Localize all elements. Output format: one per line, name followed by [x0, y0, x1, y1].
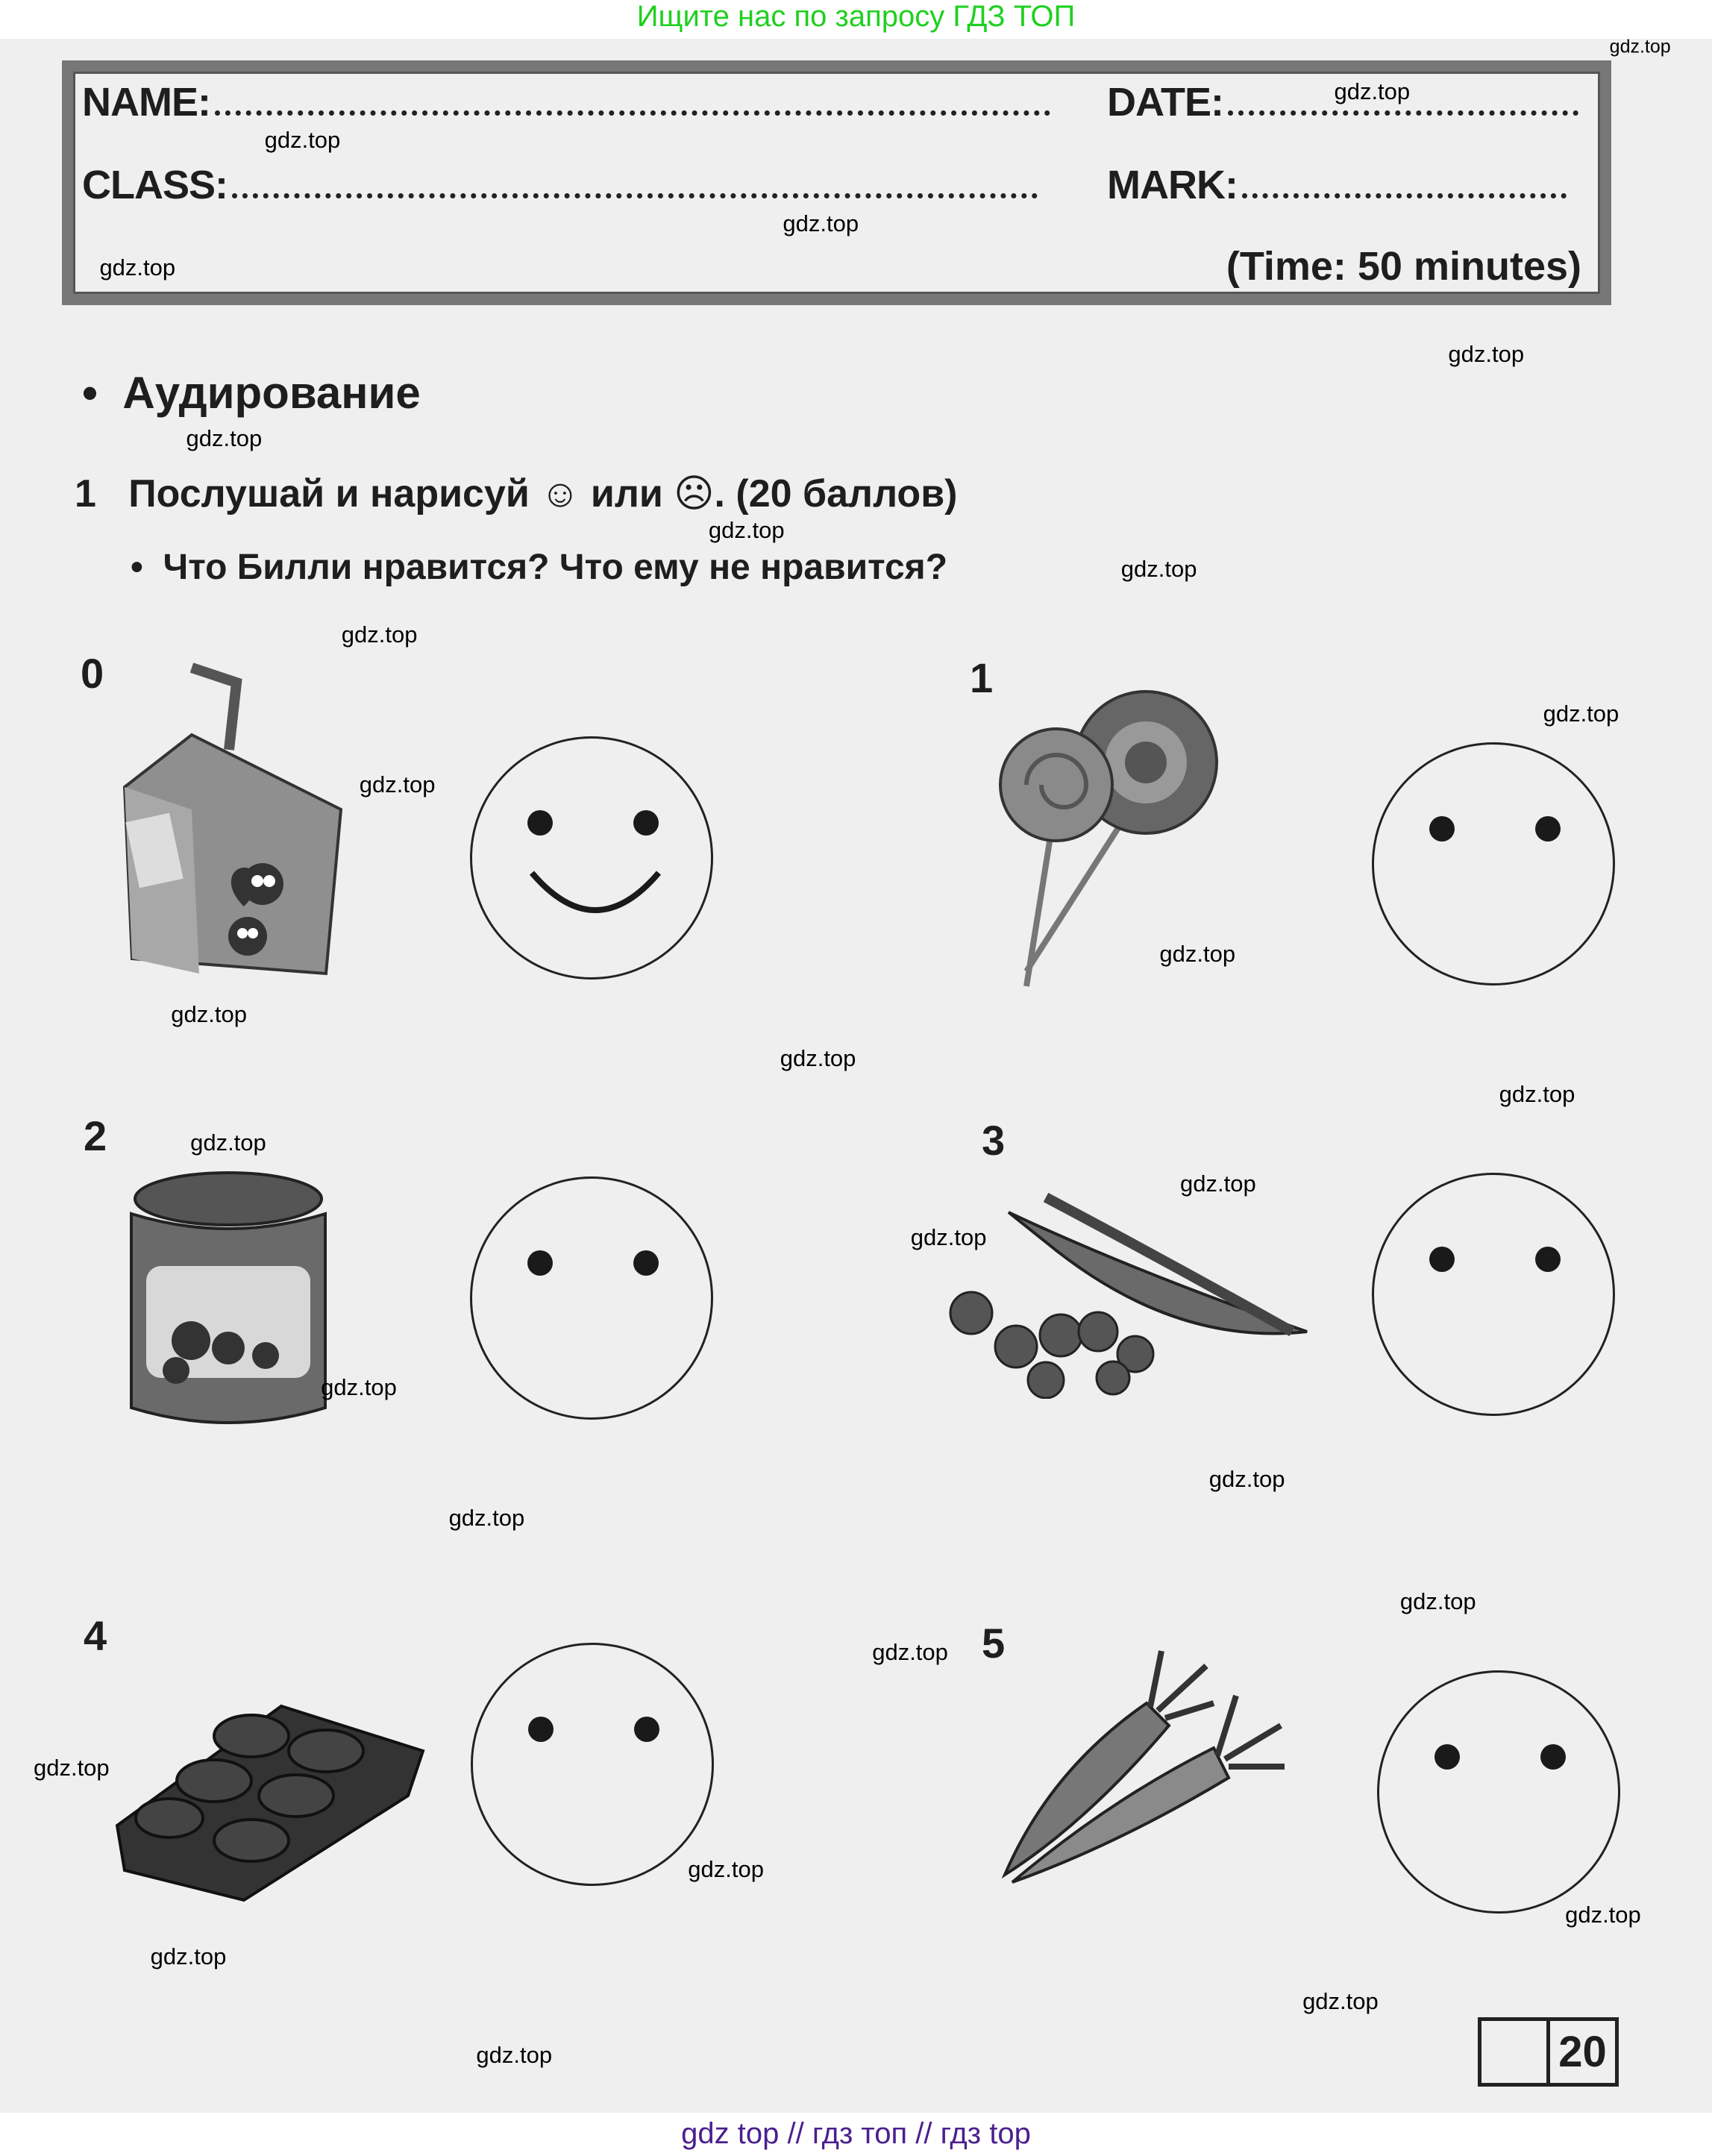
top-banner: Ищите нас по запросу ГДЗ ТОП	[636, 0, 1076, 33]
section-heading: • Аудирование	[82, 368, 421, 418]
item-number: 2	[84, 1112, 107, 1159]
chocolate-picture	[110, 1691, 427, 1908]
task-question: • Что Билли нравится? Что ему не нравится?	[131, 548, 948, 587]
watermark: gdz.top	[476, 2042, 553, 2069]
answer-face-0[interactable]	[470, 736, 713, 980]
eye	[633, 1250, 659, 1276]
name-field[interactable]	[82, 79, 1050, 125]
eye	[1429, 816, 1455, 842]
watermark: gdz.top	[99, 254, 176, 281]
item-number: 4	[84, 1612, 107, 1659]
watermark: gdz.top	[171, 1001, 247, 1028]
watermark: gdz.top	[448, 1504, 525, 1531]
watermark: gdz.top	[33, 1755, 110, 1781]
sad-face-icon: ☹	[674, 472, 715, 516]
watermark: gdz.top	[1448, 341, 1525, 368]
answer-face-3[interactable]	[1372, 1173, 1615, 1416]
watermark: gdz.top	[190, 1129, 266, 1156]
item-number: 1	[970, 654, 994, 701]
watermark: gdz.top	[1180, 1170, 1256, 1197]
item-number: 3	[982, 1117, 1006, 1164]
task-instruction	[75, 471, 957, 516]
watermark: gdz.top	[1159, 941, 1236, 968]
watermark: gdz.top	[1120, 556, 1197, 582]
watermark: gdz.top	[688, 1856, 764, 1883]
juice-box-picture	[110, 660, 360, 985]
instruction-text: Послушай и нарисуй	[128, 472, 530, 516]
item-number: 0	[81, 650, 104, 697]
eye	[1429, 1247, 1455, 1272]
watermark: gdz.top	[910, 1223, 987, 1250]
watermark: gdz.top	[783, 210, 859, 237]
eye	[1535, 816, 1561, 842]
eye	[527, 1250, 553, 1276]
section-title: Аудирование	[122, 368, 421, 418]
watermark: gdz.top	[872, 1639, 948, 1666]
eye	[1434, 1744, 1460, 1770]
jam-jar-picture	[124, 1169, 333, 1432]
smiley-icon: ☺	[540, 472, 580, 516]
page-number: 20	[1558, 2028, 1607, 2076]
item-number: 5	[982, 1620, 1006, 1667]
answer-face-5[interactable]	[1377, 1670, 1620, 1914]
watermark: gdz.top	[708, 517, 785, 544]
mark-field[interactable]	[1107, 162, 1567, 208]
watermark: gdz.top	[780, 1045, 856, 1072]
mark-label: MARK:	[1107, 163, 1238, 207]
class-field[interactable]	[82, 162, 1038, 208]
watermark: gdz.top	[341, 621, 418, 648]
instruction-points: . (20 баллов)	[714, 472, 958, 516]
instruction-or: или	[590, 472, 663, 516]
watermark: gdz.top	[1399, 1588, 1476, 1615]
eye	[633, 810, 659, 836]
watermark: gdz.top	[1565, 1902, 1641, 1928]
question-text: Что Билли нравится? Что ему не нравится?	[163, 548, 948, 587]
watermark: gdz.top	[1543, 700, 1619, 727]
time-limit: (Time: 50 minutes)	[1226, 244, 1581, 289]
watermark: gdz.top	[359, 771, 436, 798]
eye	[528, 1717, 554, 1742]
eye	[1535, 1247, 1561, 1272]
task-number: 1	[75, 472, 96, 516]
watermark: gdz.top	[1609, 36, 1671, 57]
watermark: gdz.top	[1334, 78, 1411, 105]
watermark: gdz.top	[1499, 1081, 1575, 1108]
bottom-links[interactable]: gdz top // гдз топ // гдз top	[681, 2117, 1031, 2150]
watermark: gdz.top	[321, 1373, 397, 1400]
answer-face-4[interactable]	[471, 1643, 714, 1886]
smile-mouth	[524, 865, 666, 933]
class-label: CLASS:	[82, 163, 228, 207]
watermark: gdz.top	[1302, 1988, 1379, 2015]
watermark: gdz.top	[264, 126, 341, 153]
answer-face-1[interactable]	[1372, 742, 1615, 985]
eye	[527, 810, 553, 836]
eye	[634, 1717, 659, 1742]
carrots-picture	[990, 1636, 1296, 1893]
eye	[1540, 1744, 1566, 1770]
peas-picture	[949, 1182, 1329, 1399]
watermark: gdz.top	[1208, 1466, 1285, 1493]
answer-face-2[interactable]	[470, 1176, 713, 1420]
name-label: NAME:	[82, 80, 210, 125]
watermark: gdz.top	[150, 1943, 227, 1969]
date-label: DATE:	[1107, 80, 1223, 125]
score-cell	[1481, 2021, 1550, 2083]
page-number-box	[1478, 2017, 1619, 2087]
watermark: gdz.top	[186, 424, 263, 451]
